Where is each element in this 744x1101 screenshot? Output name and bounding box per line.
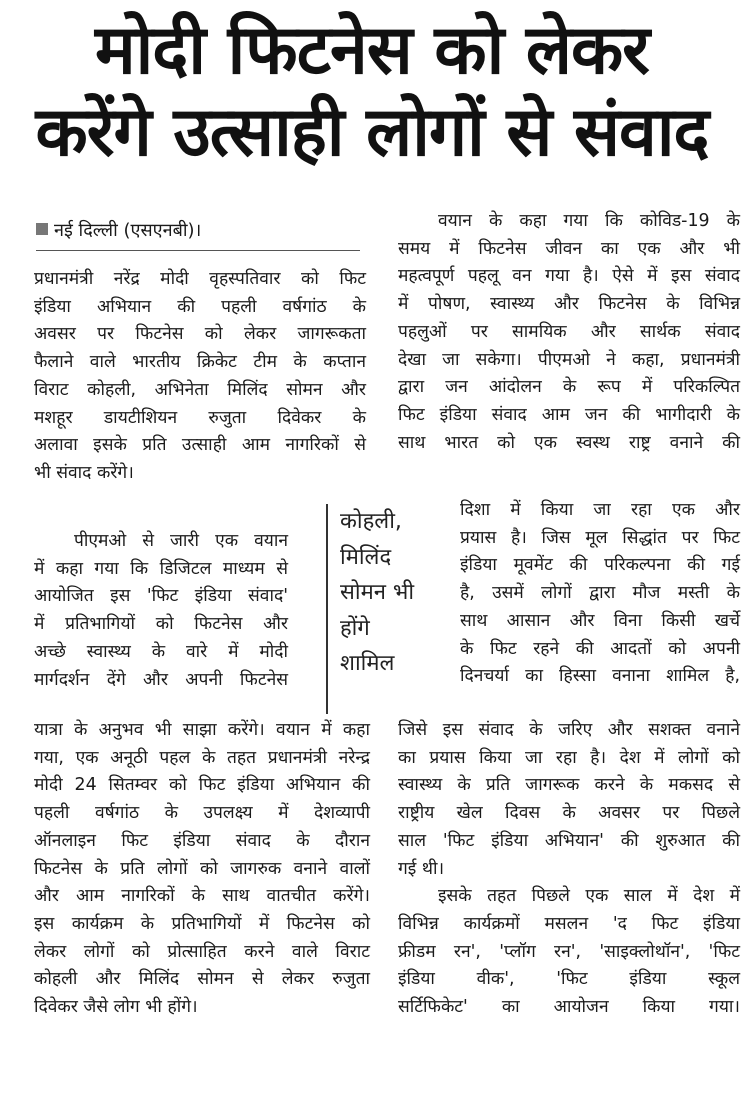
- text-line: में प्रतिभागियों को फिटनेस और: [34, 614, 288, 635]
- text-line: आयोजित इस 'फिट इंडिया संवाद': [34, 586, 288, 607]
- text-line: दिवेकर जैसे लोग भी होंगे।: [34, 997, 198, 1018]
- pull-quote-line: होंगे: [340, 615, 370, 641]
- text-line: विराट कोहली, अभिनेता मिलिंद सोमन और: [34, 379, 366, 400]
- headline: [6, 10, 738, 174]
- col-right-narrow: [460, 497, 740, 691]
- text-line: मोदी 24 सितम्वर को फिट इंडिया अभियान की: [34, 775, 370, 796]
- text-line: फ्रीडम रन', 'प्लॉग रन', 'साइक्लोथॉन', 'फिट: [398, 941, 740, 962]
- pull-quote-line: सोमन भी: [340, 580, 415, 605]
- text-line: द्वारा जन आंदोलन के रूप में परिकल्पित: [398, 377, 740, 398]
- text-line: स्वास्थ्य के प्रति जागरूक करने के मकसद से: [398, 775, 740, 796]
- text-line: के फिट रहने की आदतों को अपनी: [460, 638, 740, 659]
- text-line: दिनचर्या का हिस्सा वनाना शामिल है,: [460, 666, 740, 687]
- text-line: अलावा इसके प्रति उत्साही आम नागरिकों से: [34, 435, 366, 456]
- pull-quote-line: कोहली,: [340, 509, 402, 534]
- square-bullet-icon: [36, 223, 48, 235]
- col-right-top: [398, 208, 740, 457]
- text-line: वयान के कहा गया कि कोविड-19 के: [438, 211, 740, 231]
- col-right-bottom: [398, 717, 740, 1022]
- text-line: इंडिया मूवमेंट की परिकल्पना की गई: [460, 555, 740, 576]
- dateline: [36, 218, 360, 251]
- headline-line-2: करेंगे उत्साही लोगों से संवाद: [35, 93, 709, 172]
- pull-quote-line: शामिल: [340, 651, 395, 676]
- text-line: गई थी।: [398, 858, 445, 879]
- text-line: यात्रा के अनुभव भी साझा करेंगे। वयान में कहा: [34, 720, 370, 740]
- text-line: पहली वर्षगांठ के उपलक्ष्य में देशव्यापी: [34, 803, 370, 824]
- text-line: समय में फिटनेस जीवन का एक और भी: [398, 238, 740, 259]
- text-line: दिशा में किया जा रहा एक और: [460, 500, 740, 520]
- text-line: साथ भारत को एक स्वस्थ राष्ट्र वनाने की: [398, 432, 740, 453]
- text-line: साथ आसान और विना किसी खर्चे: [460, 610, 740, 631]
- text-line: और आम नागरिकों के साथ वातचीत करेंगे।: [34, 886, 370, 907]
- text-line: राष्ट्रीय खेल दिवस के अवसर पर पिछले: [398, 803, 740, 824]
- col-left-bottom: [34, 717, 370, 1022]
- text-line: प्रधानमंत्री नरेंद्र मोदी वृहस्पतिवार को फिट: [34, 269, 366, 289]
- text-line: इंडिया अभियान की पहली वर्षगांठ के: [34, 296, 366, 317]
- col-left-top: [34, 266, 366, 488]
- text-line: महत्वपूर्ण पहलू वन गया है। ऐसे में इस संवाद: [398, 266, 740, 287]
- text-line: मार्गदर्शन देंगे और अपनी फिटनेस: [34, 669, 288, 690]
- text-line: देखा जा सकेगा। पीएमओ ने कहा, प्रधानमंत्री: [398, 349, 740, 370]
- text-line: मशहूर डायटीशियन रुजुता दिवेकर के: [34, 407, 366, 428]
- text-line: है, उसमें लोगों द्वारा मौज मस्ती के: [460, 583, 740, 604]
- text-line: प्रयास है। जिस मूल सिद्धांत पर फिट: [460, 527, 740, 548]
- text-line: इसके तहत पिछले एक साल में देश में: [438, 886, 740, 907]
- headline-line-1: मोदी फिटनेस को लेकर: [94, 11, 649, 90]
- text-line: का प्रयास किया जा रहा है। देश में लोगों को: [398, 747, 740, 768]
- pull-quote: [326, 504, 432, 714]
- text-line: भी संवाद करेंगे।: [34, 462, 134, 483]
- dateline-text: नई दिल्ली (एसएनबी)।: [54, 220, 202, 241]
- text-line: साल 'फिट इंडिया अभियान' की शुरुआत की: [398, 830, 740, 851]
- col-left-narrow: [34, 528, 288, 694]
- text-line: में पोषण, स्वास्थ्य और फिटनेस के विभिन्न: [398, 294, 740, 315]
- text-line: अच्छे स्वास्थ्य के वारे में मोदी: [34, 641, 288, 662]
- text-line: गया, एक अनूठी पहल के तहत प्रधानमंत्री नरेन्द्र: [34, 747, 370, 768]
- text-line: कोहली और मिलिंद सोमन से लेकर रुजुता: [34, 969, 370, 990]
- text-line: जिसे इस संवाद के जरिए और सशक्त वनाने: [398, 720, 740, 740]
- text-line: पहलुओं पर सामयिक और सार्थक संवाद: [398, 321, 740, 342]
- text-line: इस कार्यक्रम के प्रतिभागियों में फिटनेस को: [34, 913, 370, 934]
- text-line: फिटनेस के प्रति लोगों को जागरुक वनाने वालों: [34, 858, 370, 879]
- pull-quote-line: मिलिंद: [340, 544, 392, 570]
- text-line: अवसर पर फिटनेस को लेकर जागरूकता: [34, 324, 366, 345]
- text-line: ऑनलाइन फिट इंडिया संवाद के दौरान: [34, 830, 370, 851]
- text-line: इंडिया वीक', 'फिट इंडिया स्कूल: [398, 969, 740, 990]
- text-line: विभिन्न कार्यक्रमों मसलन 'द फिट इंडिया: [398, 913, 740, 934]
- text-line: सर्टिफिकेट' का आयोजन किया गया।: [398, 997, 740, 1018]
- text-line: में कहा गया कि डिजिटल माध्यम से: [34, 558, 288, 579]
- text-line: फिट इंडिया संवाद आम जन की भागीदारी के: [398, 404, 740, 425]
- text-line: लेकर लोगों को प्रोत्साहित करने वाले विराट: [34, 941, 370, 962]
- text-line: पीएमओ से जारी एक वयान: [74, 531, 288, 551]
- text-line: फैलाने वाले भारतीय क्रिकेट टीम के कप्तान: [34, 352, 366, 373]
